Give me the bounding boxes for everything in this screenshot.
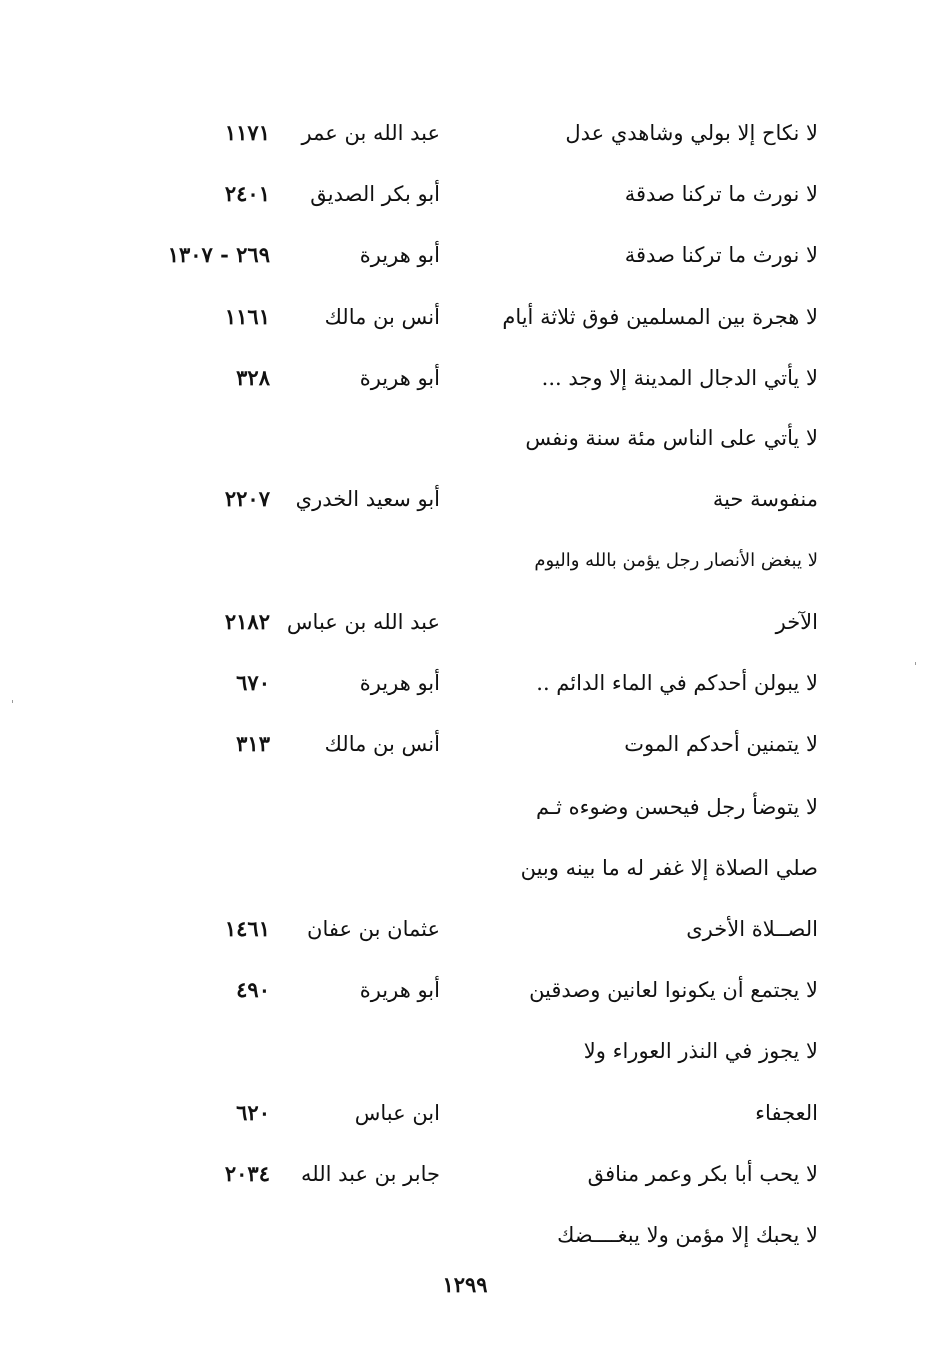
hadith-text: لا نكاح إلا بولي وشاهدي عدل <box>565 121 818 145</box>
hadith-number: ٢١٨٢ <box>224 609 270 634</box>
index-row <box>0 724 930 764</box>
hadith-text: لا يحب أبا بكر وعمر منافق <box>587 1162 818 1186</box>
hadith-text: لا يتوضأ رجل فيحسن وضوءه ثـم <box>536 795 818 819</box>
hadith-text: لا نورث ما تركنا صدقة <box>624 243 818 267</box>
index-row <box>0 541 930 581</box>
narrator-name: جابر بن عبد الله <box>300 1162 440 1186</box>
index-row <box>0 297 930 337</box>
index-row <box>0 1093 930 1133</box>
hadith-text: لا يأتي الدجال المدينة إلا وجد ... <box>541 366 818 390</box>
narrator-name: أنس بن مالك <box>324 305 440 329</box>
index-row <box>0 174 930 214</box>
hadith-text: العجفاء <box>755 1101 818 1125</box>
index-row <box>0 113 930 153</box>
index-row <box>0 479 930 519</box>
index-row <box>0 787 930 827</box>
narrator-name: عثمان بن عفان <box>307 917 440 941</box>
hadith-text: لا يتمنين أحدكم الموت <box>624 732 818 756</box>
hadith-number: ١٤٦١ <box>224 916 270 941</box>
hadith-text: لا يجوز في النذر العوراء ولا <box>583 1039 818 1063</box>
index-row <box>0 1154 930 1194</box>
hadith-text: لا يبولن أحدكم في الماء الدائم .. <box>536 671 818 695</box>
narrator-name: أبو هريرة <box>359 978 440 1002</box>
hadith-text: صلي الصلاة إلا غفر له ما بينه وبين <box>520 856 818 880</box>
narrator-name: أبو سعيد الخدري <box>295 487 440 511</box>
index-row <box>0 848 930 888</box>
index-row <box>0 663 930 703</box>
hadith-text: لا يأتي على الناس مئة سنة ونفس <box>525 426 818 450</box>
scan-edge-mark <box>915 662 916 665</box>
hadith-text: منفوسة حية <box>712 487 818 511</box>
index-row <box>0 418 930 458</box>
narrator-name: عبد الله بن عباس <box>286 610 440 634</box>
hadith-text: لا هجرة بين المسلمين فوق ثلاثة أيام <box>502 305 818 329</box>
index-row <box>0 1215 930 1255</box>
index-row <box>0 235 930 275</box>
hadith-number: ٣٢٨ <box>236 365 270 390</box>
hadith-text: لا يجتمع أن يكونوا لعانين وصدقين <box>529 978 818 1002</box>
narrator-name: أبو بكر الصديق <box>310 182 440 206</box>
index-row <box>0 909 930 949</box>
narrator-name: عبد الله بن عمر <box>301 121 440 145</box>
hadith-number: ٦٢٠ <box>236 1100 270 1125</box>
index-row <box>0 1031 930 1071</box>
hadith-number: ٦٧٠ <box>236 670 270 695</box>
hadith-number: ٢٠٣٤ <box>224 1161 270 1186</box>
narrator-name: أبو هريرة <box>359 671 440 695</box>
hadith-text: الصــلاة الأخرى <box>686 917 818 941</box>
hadith-number: ٤٩٠ <box>236 977 270 1002</box>
hadith-number: ٢٢٠٧ <box>224 486 270 511</box>
narrator-name: أنس بن مالك <box>324 732 440 756</box>
hadith-number: ١١٦١ <box>224 304 270 329</box>
scan-edge-mark <box>12 700 13 703</box>
hadith-number: ٣١٣ <box>236 731 270 756</box>
hadith-number: ٢٦٩ - ١٣٠٧ <box>167 242 270 267</box>
hadith-number: ١١٧١ <box>224 120 270 145</box>
hadith-text: لا يبغض الأنصار رجل يؤمن بالله واليوم <box>534 550 818 571</box>
narrator-name: أبو هريرة <box>359 243 440 267</box>
index-row <box>0 358 930 398</box>
index-row <box>0 602 930 642</box>
narrator-name: أبو هريرة <box>359 366 440 390</box>
hadith-text: الآخر <box>775 610 818 634</box>
narrator-name: ابن عباس <box>354 1101 440 1125</box>
hadith-text: لا نورث ما تركنا صدقة <box>624 182 818 206</box>
hadith-number: ٢٤٠١ <box>224 181 270 206</box>
index-row <box>0 970 930 1010</box>
hadith-text: لا يحبك إلا مؤمن ولا يبغــــضك <box>557 1223 818 1247</box>
page-number: ١٢٩٩ <box>442 1272 488 1297</box>
